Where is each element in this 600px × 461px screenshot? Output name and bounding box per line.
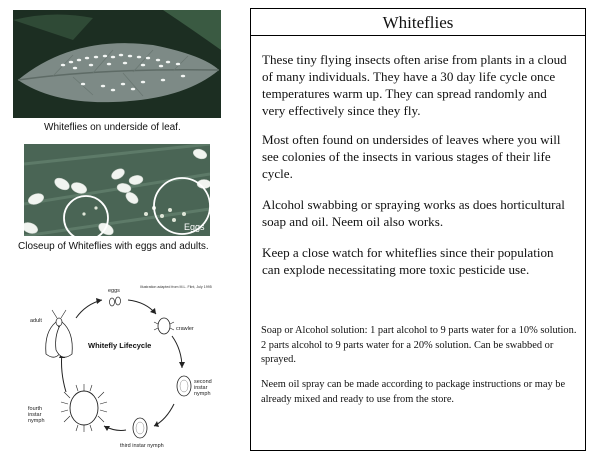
warning-paragraph: Keep a close watch for whiteflies since their population can explode necessitating more toxic pesticide use. [262, 245, 554, 277]
closeup-photo-illustration [24, 144, 210, 236]
panel-title: Whiteflies [251, 9, 585, 36]
eggs-label: eggs [108, 288, 120, 294]
lifecycle-title: Whitefly Lifecycle [88, 341, 152, 350]
lifecycle-credit: Illustration adapted from M.L. Flint, July 1995 [140, 285, 212, 289]
crawler-label: crawler [176, 326, 194, 332]
whiteflies-info-panel [250, 8, 586, 451]
adult-stage [30, 310, 72, 357]
eggs-photo-label: Eggs [184, 222, 205, 232]
adult-label: adult [30, 318, 42, 324]
leaf-underside-photo [13, 10, 221, 118]
solution-note: Soap or Alcohol solution: 1 part alcohol to 9 parts water for a 10% solution. 2 parts alcohol to 9 parts water for a 20% solution. Can be swabbed or sprayed. [261, 325, 577, 365]
closeup-photo-caption: Closeup of Whiteflies with eggs and adults. [18, 241, 209, 252]
closeup-photo [24, 144, 210, 236]
second-instar-label: second instar nymph [194, 379, 212, 397]
leaf-photo-caption: Whiteflies on underside of leaf. [44, 122, 181, 133]
third-instar-label: third instar nymph [120, 443, 164, 449]
fourth-instar-label: fourth instar nymph [28, 406, 45, 424]
neem-note: Neem oil spray can be made according to package instructions or may be already mixed and ready to use from the store. [261, 379, 566, 405]
location-paragraph: Most often found on undersides of leaves where you will see colonies of the insects in various stages of their life cycle. [262, 132, 561, 181]
crawler-stage [154, 318, 194, 334]
whitefly-lifecycle-diagram [16, 280, 224, 455]
eggs-stage [108, 288, 121, 306]
leaf-photo-illustration [13, 10, 221, 118]
second-instar-stage [177, 376, 212, 397]
fourth-instar-stage [28, 384, 107, 432]
treatment-paragraph: Alcohol swabbing or spraying works as does horticultural soap and oil. Neem oil also works. [262, 197, 565, 229]
intro-paragraph: These tiny flying insects often arise from plants in a cloud of many individuals. They have a 30 day life cycle once temperatures warm up. They can spread randomly and very effectively since they fly. [262, 52, 567, 118]
